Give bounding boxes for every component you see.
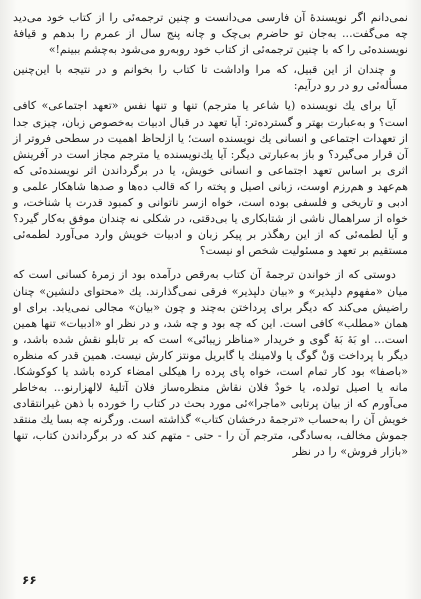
page-number: ۶۶ <box>22 573 37 587</box>
paragraph-gap <box>13 259 408 267</box>
paragraph-1: نمی‌دانم اگر نویسندهٔ آن فارسی می‌دانست و چنین ترجمه‌ئی را از کتاب خود می‌دید چه می‌گفت... به‌جان تو حاضرم بی‌چک و چانه پنج سال از عمرم را بدهم و قیافهٔ نویسنده‌ئی را که با چنین ترجمه‌ئی از کتاب خود روبه‌رو می‌شود به‌چشم ببینم!» <box>13 11 408 57</box>
body-text <box>13 10 408 461</box>
paragraph-4: دوستی که از خواندن ترجمهٔ آن کتاب به‌رقص درآمده بود از زمرهٔ کسانی است که میان «مفهوم دلپذیر» و «بیان دلپذیر» فرقی نمی‌گذارند. یك «محتوای دلنشین» چنان راضیش می‌کند که دیگر برای پرداختن به‌چند و چون «بیان» مجالی نمی‌یابد. برای او همان «مطلب» کافی است. این که چه بود و چه شد، و در نظر او «ادبیات» تنها همین است... او بَهٔ بَهٔ گوی و خریدار «مناظر زیبائی» است که بر تابلو نقش شده باشد، و دیگر با پرداخت وَنْ گوگ یا ولامینك یا گابریل مونتز کارش نیست. همین قدر که منظره «باصفا» بود کار تمام است، خواه پای پرده را هیکلی امضاء کرده باشد یا کوکوشکا. مانه یا اصیل تولده، یا خودٌ فلان نقاش منظره‌ساز فلان آتلیهٔ لالهزارنو... به‌خاطر می‌آورم که از بیان پرتابی «ماجرا»ئی مورد بحث در کتاب را خورده با ذهن غیرانتقادی خویش آن را به‌حساب «ترجمهٔ درخشان کتاب» گذاشته است. ورگرنه چه بسا یك منتقد جموش مخالف، به‌سادگی، مترجم آن را - حتی - متهم کند که در برگرداندن کتاب، تنها «بازار فروش» را در نظر <box>13 268 408 459</box>
paragraph-2: و چندان از این قبیل، که مرا واداشت تا کتاب را بخوانم و در نتیجه با این‌چنین مسأله‌ئی رو در رو درآیم: <box>13 63 408 93</box>
paragraph-3: آیا برای یك نویسنده (یا شاعر یا مترجم) تنها و تنها نفس «تعهد اجتماعی» کافی است؟ و به‌عبارت بهتر و گسترده‌تر: آیا تعهد در قبال ادبیات به‌خصوص زبان، چیزی جدا از تعهدات اجتماعی و انسانی یك نویسنده است؛ یا از‌لحاظ اهمیت در سطحی فروتر از آن قرار می‌گیرد؟ و باز به‌عبارتی دیگر: آیا یك‌نویسنده یا مترجم مجاز است در آفرینش اثری بر اساس تعهد اجتماعی و انسانی خویش، یا در برگرداندن اثر نویسنده‌ئی که هم‌عهد و هم‌رزم اوست، زبانی اصیل و پخته را که قالب ده‌ها و صدها شاهکار علمی و ادبی و تاریخی و فلسفی بوده است، خواه از‌سر ناتوانی و کمبود قدرت یا شناخت، و خواه از سراهمال ناشی از شتابکاری یا بی‌دقتی، در شکلی نه چندان موفق به‌کار گیرد؟ و آیا لطمه‌ئی که از این رهگذر بر پیکر زبان و ادبیات خویش وارد می‌آورد لطمه‌ئی مستقیم بر تعهد و مسئولیت شخص او نیست؟ <box>13 99 408 258</box>
